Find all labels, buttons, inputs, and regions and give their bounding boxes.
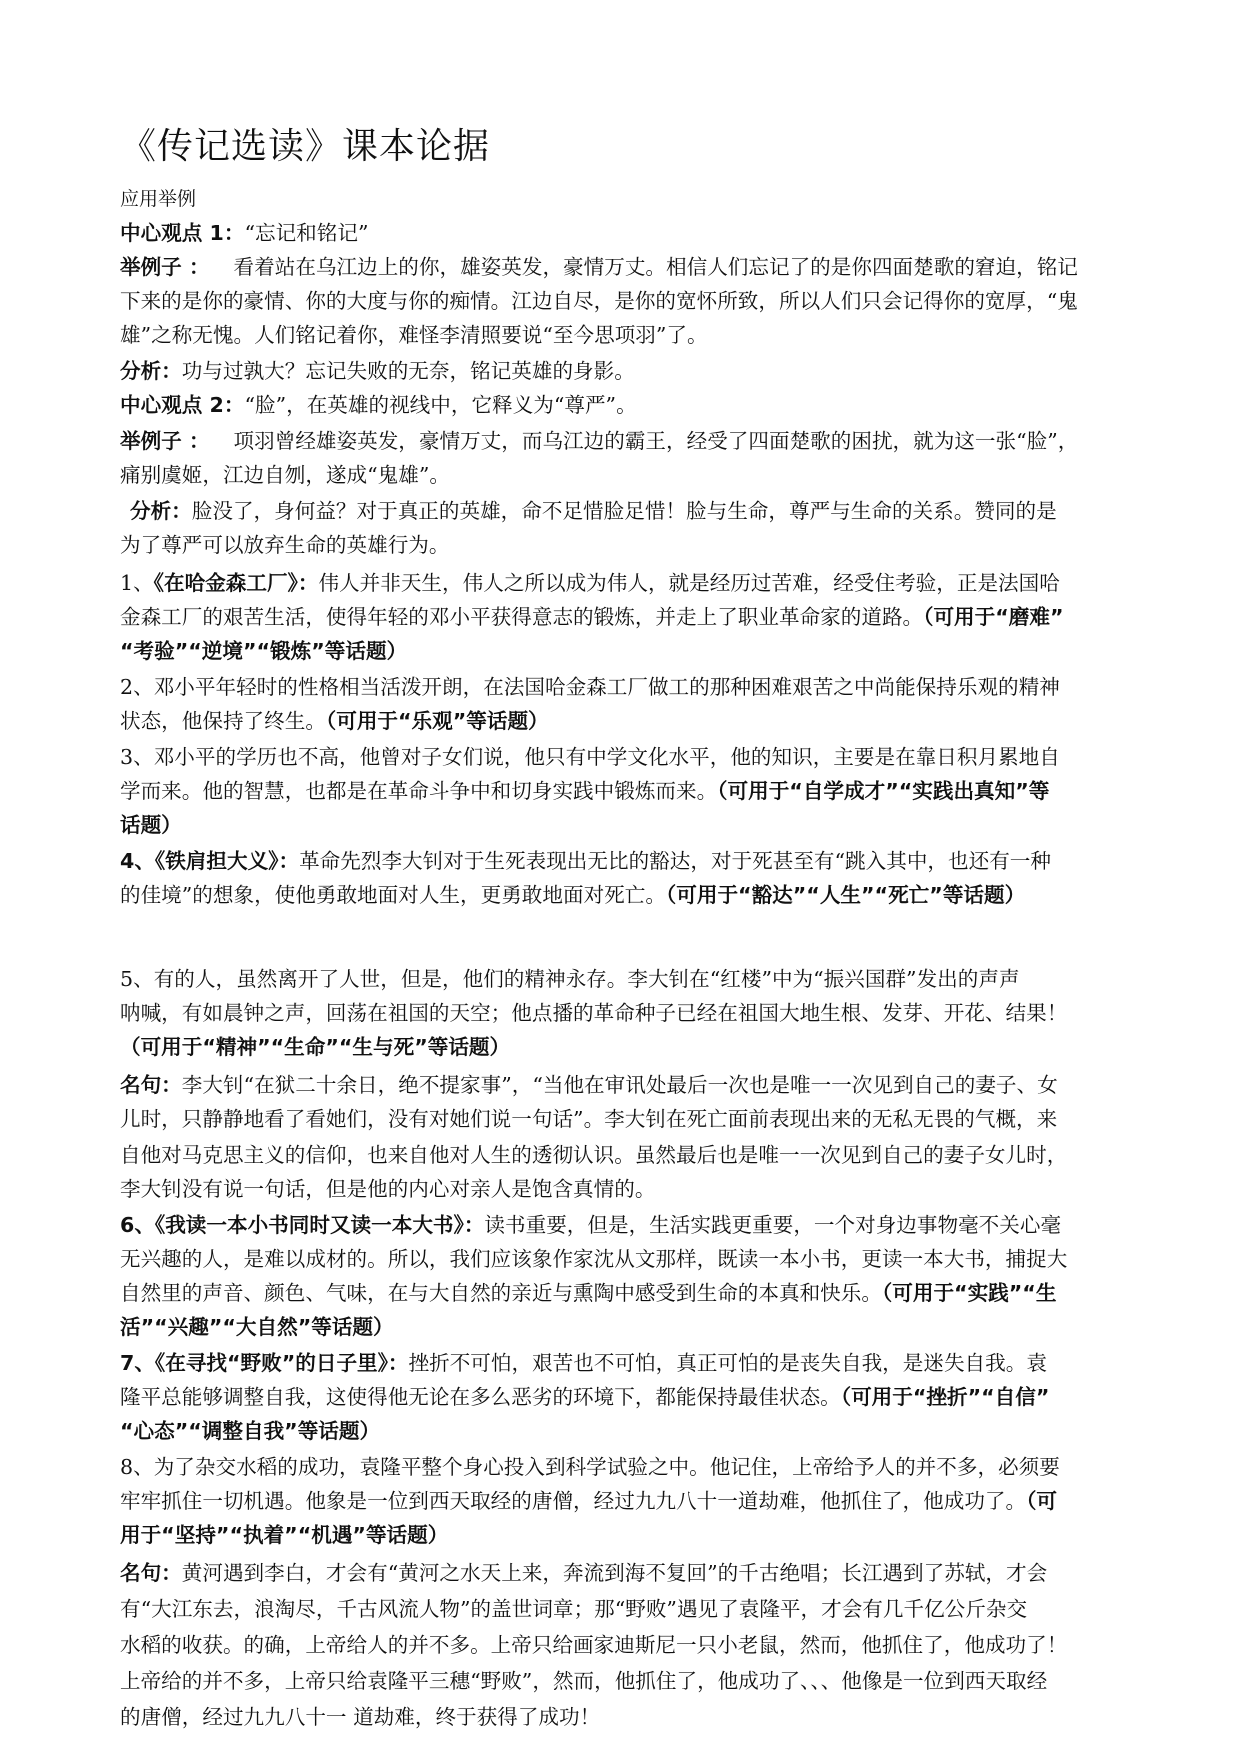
text-run: 水稻的收获。的确，上帝给人的并不多。上帝只给画家迪斯尼一只小老鼠，然而，他抓住了，他成功了！ (120, 1633, 1068, 1657)
bold-text-run: （可用于“磨难” (923, 605, 1064, 629)
text-run: 牢牢抓住一切机遇。他象是一位到西天取经的唐僧，经过九九八十一道劫难，他抓住了，他成功了。 (120, 1489, 1027, 1513)
bold-text-run: （可用于“挫折”“自信” (840, 1385, 1050, 1409)
text-line (120, 1310, 394, 1344)
text-run: 项羽曾经雄姿英发，豪情万丈，而乌江边的霸王，经受了四面楚歌的困扰，就为这一张“脸”， (233, 429, 1079, 453)
text-line (120, 634, 407, 668)
text-run: 1、 (120, 571, 154, 595)
text-line (120, 1450, 1060, 1484)
text-run: 李大钊“在狱二十余日，绝不提家事”，“当他在审讯处最后一次也是唯一一次见到自己的妻子、女 (181, 1073, 1058, 1097)
text-line (120, 704, 549, 738)
text-run: 3、邓小平的学历也不高，他曾对子女们说，他只有中学文化水平，他的知识，主要是在靠日积月累地自 (120, 745, 1060, 769)
text-run: 上帝给的并不多，上帝只给袁隆平三穗“野败”，然而，他抓住了，他成功了、、、他像是一位到西天取经 (120, 1669, 1048, 1693)
text-line (120, 1664, 1047, 1698)
text-line (120, 1556, 1047, 1590)
text-line (120, 774, 1049, 808)
text-run: 5、有的人，虽然离开了人世，但是，他们的精神永存。李大钊在“红楼”中为“振兴国群”发出的声声 (120, 967, 1020, 991)
text-run: 痛别虞姬，江边自刎，遂成“鬼雄”。 (120, 463, 450, 487)
text-line (120, 528, 450, 562)
text-line (120, 566, 1060, 600)
text-line (120, 424, 1078, 458)
text-run: 儿时，只静静地看了看她们，没有对她们说一句话”。李大钊在死亡面前表现出来的无私无畏的气概，来 (120, 1107, 1058, 1131)
text-run: 黄河遇到李白，才会有“黄河之水天上来，奔流到海不复回”的千古绝唱；长江遇到了苏轼，才会 (181, 1561, 1048, 1585)
text-line (120, 844, 1051, 878)
text-run: 状态，他保持了终生。 (120, 709, 326, 733)
text-run: 革命先烈李大钊对于生死表现出无比的豁达，对于死甚至有“跳入其中，也还有一种 (299, 849, 1051, 873)
bold-text-run: 活”“兴趣”“大自然”等话题） (120, 1315, 394, 1339)
text-line (120, 1172, 655, 1206)
text-line (120, 996, 1067, 1030)
bold-text-run: 名句： (120, 1073, 182, 1097)
bold-text-run: （可用于“自学成才”“实践出真知”等 (717, 779, 1050, 803)
text-run: 挫折不可怕，艰苦也不可怕，真正可怕的是丧失自我，是迷失自我。袁 (408, 1351, 1047, 1375)
page-title: 《传记选读》课本论据 (120, 126, 491, 167)
bold-text-run: （可用于“实践”“生 (881, 1281, 1057, 1305)
text-line (120, 1518, 448, 1552)
text-line (120, 1484, 1057, 1518)
text-run: 隆平总能够调整自我，这使得他无论在多么恶劣的环境下，都能保持最佳状态。 (120, 1385, 841, 1409)
text-run: 看着站在乌江边上的你，雄姿英发，豪情万丈。相信人们忘记了的是你四面楚歌的窘迫，铭记 (233, 255, 1078, 279)
text-line (120, 1346, 1047, 1380)
bold-text-run: （可用于“乐观”等话题） (325, 709, 549, 733)
text-line (120, 740, 1060, 774)
text-line (120, 1030, 510, 1064)
text-run: 8、为了杂交水稻的成功，袁隆平整个身心投入到科学试验之中。他记住，上帝给予人的并不多，必须要 (120, 1455, 1060, 1479)
text-line (120, 962, 1020, 996)
text-run: 雄”之称无愧。人们铭记着你，难怪李清照要说“至今思项羽”了。 (120, 323, 708, 347)
bold-text-run: 用于“坚持”“执着”“机遇”等话题） (120, 1523, 449, 1547)
text-run: 读书重要，但是，生活实践更重要，一个对身边事物毫不关心毫 (484, 1213, 1062, 1237)
text-line (120, 808, 182, 842)
text-line (120, 670, 1060, 704)
bold-text-run: 4、《铁肩担大义》： (120, 849, 300, 873)
text-line (120, 600, 1064, 634)
bold-text-run: “考验”“逆境”“锻炼”等话题） (120, 639, 408, 663)
text-run: 学而来。他的智慧，也都是在革命斗争中和切身实践中锻炼而来。 (120, 779, 718, 803)
text-line (120, 1592, 1027, 1626)
text-line (120, 388, 637, 422)
bold-text-run: （可用于“豁达”“人生”“死亡”等话题） (665, 883, 1026, 907)
text-run: 自他对马克思主义的信仰，也来自他对人生的透彻认识。虽然最后也是唯一一次见到自己的妻子女儿时， (120, 1143, 1068, 1167)
text-line (120, 1138, 1067, 1172)
text-line (120, 1242, 1067, 1276)
bold-text-run: 举例子 ： (120, 255, 210, 279)
text-run: 伟人并非天生，伟人之所以成为伟人，就是经历过苦难，经受住考验，正是法国哈 (318, 571, 1060, 595)
bold-text-run: 中心观点 2： (120, 393, 245, 417)
text-line (120, 1208, 1061, 1242)
bold-text-run: （可用于“精神”“生命”“生与死”等话题） (120, 1035, 511, 1059)
bold-text-run: 6、《我读一本小书同时又读一本大书》： (120, 1213, 485, 1237)
text-line (120, 1276, 1056, 1310)
text-line (120, 354, 635, 388)
text-line (120, 458, 450, 492)
text-line (120, 182, 196, 216)
text-line (120, 1628, 1067, 1662)
bold-text-run: 7、《在寻找“野败”的日子里》： (120, 1351, 409, 1375)
text-run: 自然里的声音、颜色、气味，在与大自然的亲近与熏陶中感受到生命的本真和快乐。 (120, 1281, 882, 1305)
text-run: 无兴趣的人，是难以成材的。所以，我们应该象作家沈从文那样，既读一本小书，更读一本大书，捕捉大 (120, 1247, 1068, 1271)
text-run: 2、邓小平年轻时的性格相当活泼开朗，在法国哈金森工厂做工的那种困难艰苦之中尚能保持乐观的精神 (120, 675, 1060, 699)
text-run: “脸”，在英雄的视线中，它释义为“尊严”。 (244, 393, 637, 417)
bold-text-run: “心态”“调整自我”等话题） (120, 1419, 381, 1443)
text-line (120, 878, 1025, 912)
bold-text-run: 举例子 ： (120, 429, 210, 453)
text-line (120, 216, 369, 250)
text-line (120, 1700, 600, 1734)
text-run: 有“大江东去，浪淘尽，千古风流人物”的盖世词章；那“野败”遇见了袁隆平，才会有几千亿公斤杂交 (120, 1597, 1028, 1621)
text-line (120, 1102, 1057, 1136)
text-line (130, 494, 1057, 528)
bold-text-run: 话题） (120, 813, 182, 837)
text-line (120, 250, 1078, 284)
text-run: 的唐僧，经过九九八十一 道劫难，终于获得了成功！ (120, 1705, 601, 1729)
text-run: 脸没了，身何益？对于真正的英雄，命不足惜脸足惜！脸与生命，尊严与生命的关系。赞同的是 (191, 499, 1057, 523)
text-run: 下来的是你的豪情、你的大度与你的痴情。江边自尽，是你的宽怀所致，所以人们只会记得你的宽厚，“鬼 (120, 289, 1078, 313)
text-run: “忘记和铭记” (244, 221, 369, 245)
text-line (120, 284, 1078, 318)
text-line (120, 318, 708, 352)
text-run: 的佳境”的想象，使他勇敢地面对人生，更勇敢地面对死亡。 (120, 883, 666, 907)
text-run: 功与过孰大？忘记失败的无奈，铭记英雄的身影。 (181, 359, 635, 383)
bold-text-run: 分析： (130, 499, 192, 523)
text-line (120, 1380, 1049, 1414)
text-line (120, 1414, 380, 1448)
text-run: 为了尊严可以放弃生命的英雄行为。 (120, 533, 450, 557)
text-run: 应用举例 (120, 188, 197, 210)
text-run: 呐喊，有如晨钟之声，回荡在祖国的天空；他点播的革命种子已经在祖国大地生根、发芽、开花、结果！ (120, 1001, 1068, 1025)
bold-text-run: 分析： (120, 359, 182, 383)
bold-text-run: 《在哈金森工厂》： (153, 571, 319, 595)
text-run: 金森工厂的艰苦生活，使得年轻的邓小平获得意志的锻炼，并走上了职业革命家的道路。 (120, 605, 924, 629)
bold-text-run: 中心观点 1： (120, 221, 245, 245)
bold-text-run: （可 (1026, 1489, 1058, 1513)
text-line (120, 1068, 1058, 1102)
bold-text-run: 名句： (120, 1561, 182, 1585)
text-run: 李大钊没有说一句话，但是他的内心对亲人是饱含真情的。 (120, 1177, 656, 1201)
